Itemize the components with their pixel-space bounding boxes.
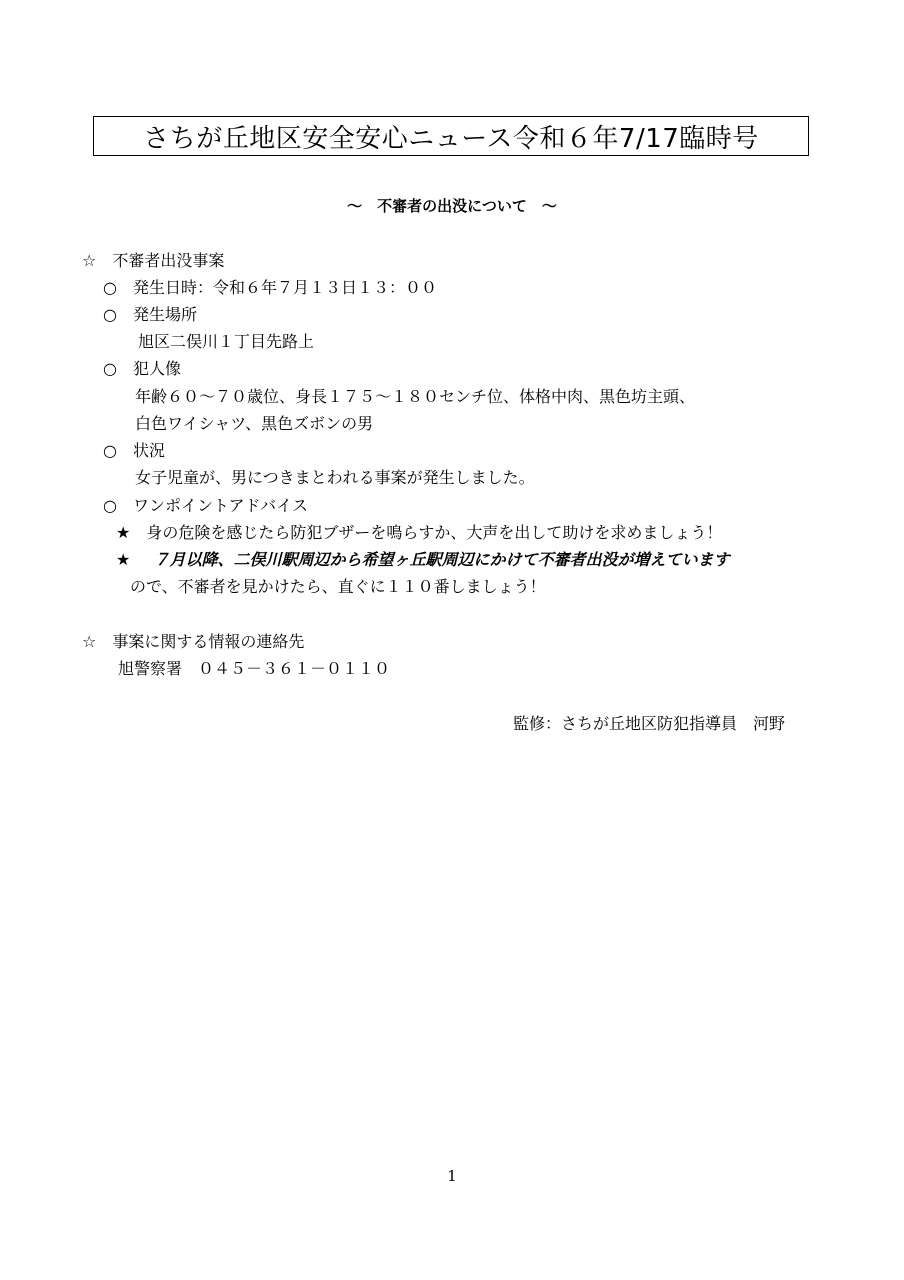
incident-heading: ☆ 不審者出没事案	[82, 251, 225, 270]
suspect-label: ○ 犯人像	[103, 359, 181, 378]
contact-value: 旭警察署 ０４５－３６１－０１１０	[118, 659, 391, 678]
supervisor-credit: 監修：さちが丘地区防犯指導員 河野	[513, 714, 786, 733]
suspect-description-line1: 年齢６０～７０歳位、身長１７５～１８０センチ位、体格中肉、黒色坊主頭、	[135, 387, 696, 406]
advice-item-1: ★ 身の危険を感じたら防犯ブザーを鳴らすか、大声を出して助けを求めましょう！	[116, 523, 723, 542]
incident-place-label: ○ 発生場所	[103, 305, 197, 324]
contact-heading: ☆ 事案に関する情報の連絡先	[82, 632, 305, 651]
situation-value: 女子児童が、男につきまとわれる事案が発生しました。	[135, 468, 535, 487]
star-icon: ★	[116, 550, 131, 569]
newsletter-title: さちが丘地区安全安心ニュース令和６年7/17臨時号	[93, 116, 809, 156]
situation-label: ○ 状況	[103, 441, 165, 460]
incident-place-value: 旭区二俣川１丁目先路上	[138, 332, 315, 351]
advice-item-2-continuation: ので、不審者を見かけたら、直ぐに１１０番しましょう！	[130, 577, 546, 596]
incident-datetime: ○ 発生日時：令和６年７月１３日１３：００	[103, 278, 437, 297]
subtitle: ～ 不審者の出没について ～	[347, 197, 557, 215]
advice-item-2	[116, 550, 729, 570]
advice-label: ○ ワンポイントアドバイス	[103, 496, 309, 515]
page-number: 1	[447, 1167, 457, 1185]
suspect-description-line2: 白色ワイシャツ、黒色ズボンの男	[135, 414, 374, 433]
advice-item-2-emphasis: ７月以降、二俣川駅周辺から希望ヶ丘駅周辺にかけて不審者出没が増えています	[153, 550, 730, 569]
